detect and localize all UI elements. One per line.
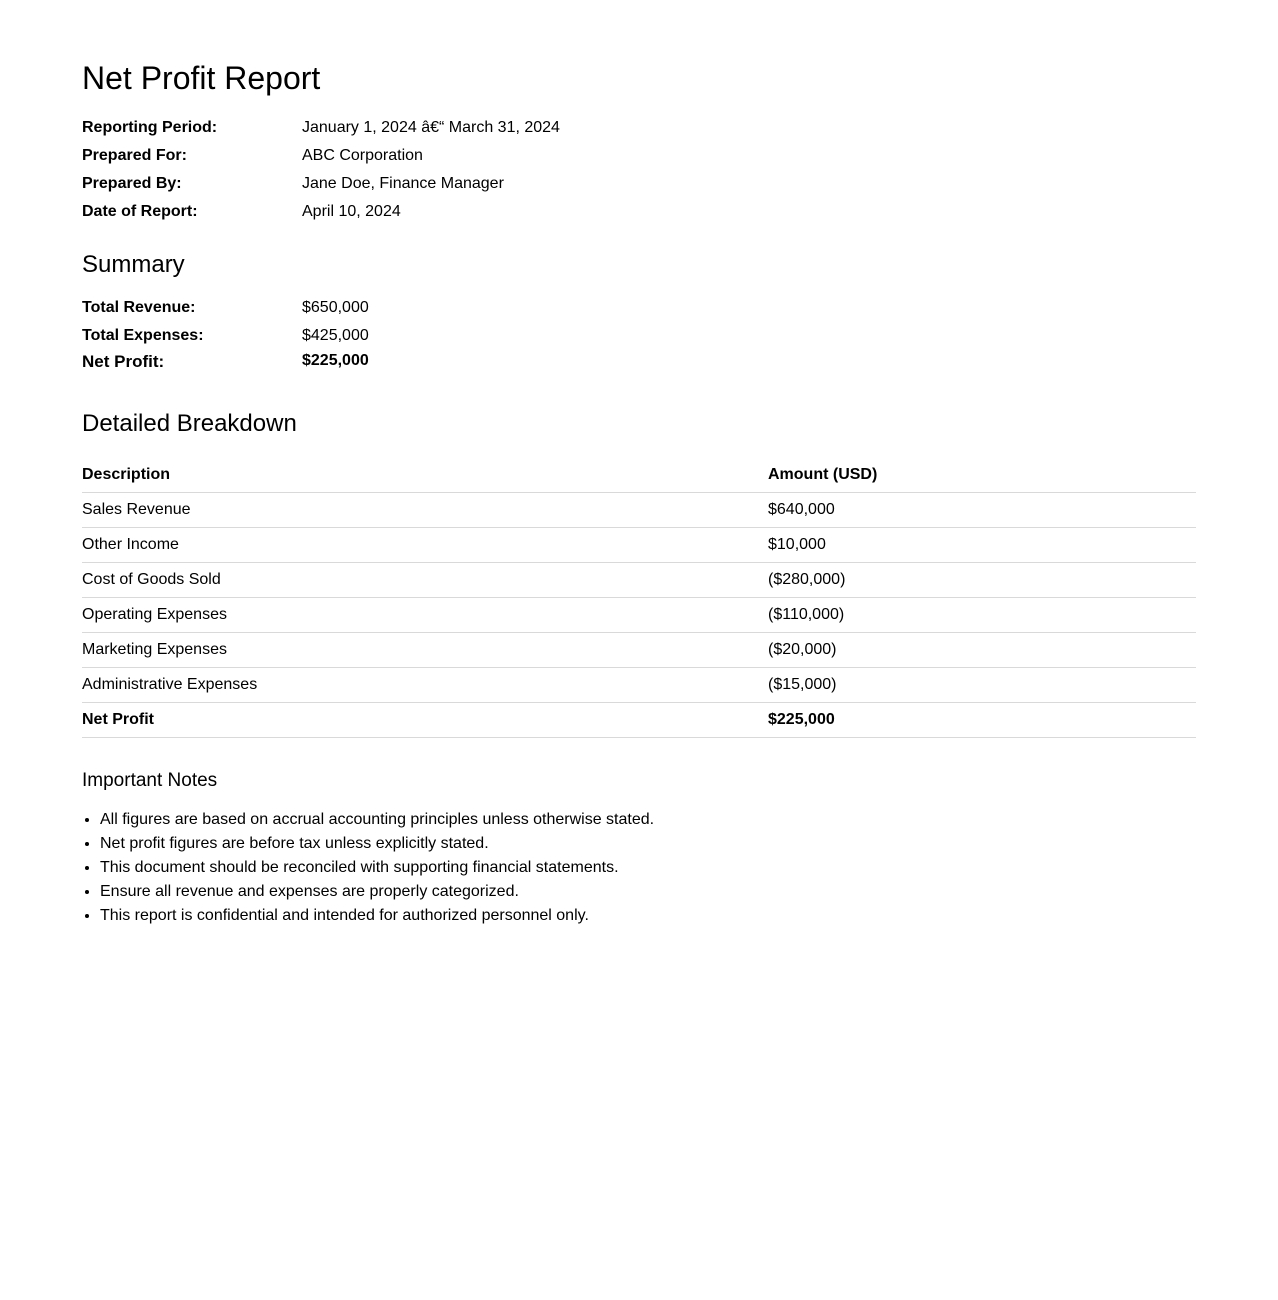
page-title: Net Profit Report (82, 60, 321, 96)
meta-value: January 1, 2024 â€“ March 31, 2024 (302, 119, 560, 136)
summary-row-total-revenue (82, 294, 369, 322)
meta-label: Prepared By: (82, 175, 182, 192)
meta-label: Reporting Period: (82, 119, 218, 136)
row-description: Operating Expenses (82, 598, 768, 633)
breakdown-heading: Detailed Breakdown (82, 410, 297, 437)
summary-heading: Summary (82, 251, 185, 278)
row-description: Other Income (82, 528, 768, 563)
meta-value: ABC Corporation (302, 147, 423, 164)
meta-row-reporting-period (82, 114, 560, 142)
list-item: • All figures are based on accrual accounting principles unless otherwise stated. (100, 808, 654, 832)
row-amount: $10,000 (768, 528, 1196, 563)
meta-row-prepared-for (82, 142, 560, 170)
row-description: Cost of Goods Sold (82, 563, 768, 598)
row-description: Marketing Expenses (82, 633, 768, 668)
table-row (82, 528, 1196, 563)
meta-value: Jane Doe, Finance Manager (302, 175, 504, 192)
notes-list (82, 808, 654, 928)
list-item: • This document should be reconciled with supporting financial statements. (100, 856, 654, 880)
table-header-row (82, 458, 1196, 493)
summary-row-net-profit (82, 350, 369, 384)
row-description: Net Profit (82, 703, 768, 738)
breakdown-table (82, 458, 1196, 738)
summary-row-total-expenses (82, 322, 369, 350)
table-row (82, 668, 1196, 703)
summary-block (82, 294, 369, 384)
list-item: • Net profit figures are before tax unless explicitly stated. (100, 832, 654, 856)
row-amount: ($280,000) (768, 563, 1196, 598)
report-meta (82, 114, 560, 226)
meta-label: Prepared For: (82, 147, 187, 164)
meta-label: Date of Report: (82, 203, 198, 220)
row-amount: ($20,000) (768, 633, 1196, 668)
table-total-row (82, 703, 1196, 738)
meta-row-prepared-by (82, 170, 560, 198)
row-amount: $640,000 (768, 493, 1196, 528)
table-row (82, 493, 1196, 528)
column-header-amount: Amount (USD) (768, 458, 1196, 493)
notes-heading: Important Notes (82, 770, 218, 791)
row-description: Sales Revenue (82, 493, 768, 528)
summary-label: Total Revenue: (82, 299, 196, 316)
table-row (82, 633, 1196, 668)
summary-label: Net Profit: (82, 352, 165, 371)
summary-value: $650,000 (302, 299, 369, 316)
meta-value: April 10, 2024 (302, 203, 401, 220)
column-header-description: Description (82, 458, 768, 493)
table-row (82, 563, 1196, 598)
row-amount: $225,000 (768, 703, 1196, 738)
table-row (82, 598, 1196, 633)
list-item: • Ensure all revenue and expenses are properly categorized. (100, 880, 654, 904)
summary-value: $225,000 (302, 352, 369, 369)
meta-row-date-of-report (82, 198, 560, 226)
row-description: Administrative Expenses (82, 668, 768, 703)
row-amount: ($110,000) (768, 598, 1196, 633)
summary-value: $425,000 (302, 327, 369, 344)
summary-label: Total Expenses: (82, 327, 204, 344)
list-item: • This report is confidential and intended for authorized personnel only. (100, 904, 654, 928)
row-amount: ($15,000) (768, 668, 1196, 703)
